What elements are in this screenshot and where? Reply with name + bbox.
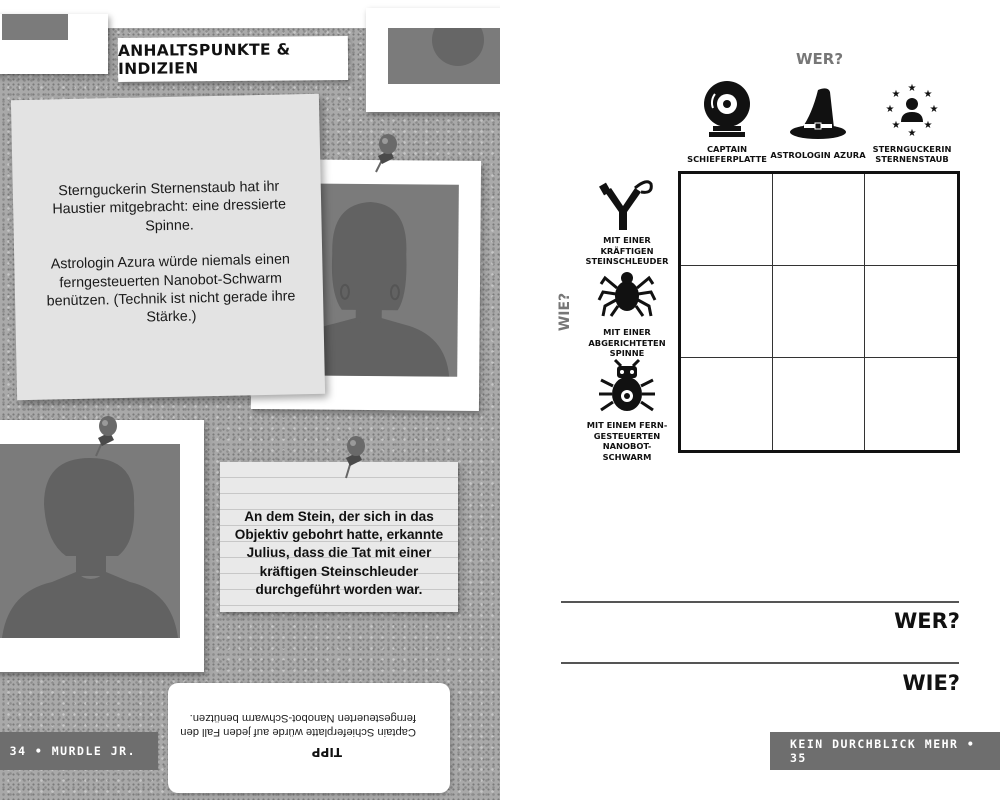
suspect-astrologin-label: ASTROLOGIN AZURA [770, 150, 866, 160]
pushpin-icon [84, 412, 124, 462]
clue-1-paragraph-2: Astrologin Azura würde niemals einen ferngesteuerten Nanobot-Schwarm benützen. (Technik ist nicht gerade ihre Stärke.) [46, 251, 296, 326]
suspect-sterngucker-label: STERNGUCKERIN STERNENSTAUB [872, 144, 952, 164]
svg-text:★: ★ [885, 104, 895, 115]
how-axis-label: WIE? [557, 292, 574, 332]
page-footer-right: KEIN DURCHBLICK MEHR • 35 [770, 732, 1000, 770]
suspect-captain-label: CAPTAIN SCHIEFERPLATTE [687, 144, 767, 164]
right-page [500, 0, 1000, 800]
svg-text:★: ★ [907, 83, 917, 94]
svg-text:★: ★ [907, 128, 917, 138]
photo-image [2, 14, 68, 40]
grid-cell[interactable] [865, 358, 957, 450]
answer-how-label: WIE? [902, 671, 960, 695]
silhouette-icon [388, 28, 500, 84]
grid-cell[interactable] [865, 174, 957, 266]
weapon-spider-label: MIT EINER ABGERICHTETEN SPINNE [588, 327, 666, 358]
grid-cell[interactable] [681, 174, 773, 266]
grid-cell[interactable] [681, 266, 773, 358]
page-footer-left: 34 • MURDLE JR. [0, 732, 158, 770]
photo-frame-top-right [366, 8, 500, 112]
page-title: ANHALTSPUNKTE & INDIZIEN [118, 36, 348, 82]
robot-bug-icon [595, 358, 659, 418]
grid-cell[interactable] [681, 358, 773, 450]
clue-note-2 [220, 462, 458, 612]
photo-image [0, 444, 180, 638]
answer-line-how[interactable] [561, 662, 959, 664]
grid-cell[interactable] [865, 266, 957, 358]
pushpin-icon [332, 432, 372, 482]
clue-1-paragraph-1: Sternguckerin Sternenstaub hat ihr Haustier mitgebracht: eine dressierte Spinne. [52, 178, 287, 235]
hint-title: TIPP [311, 745, 342, 759]
photo-frame-top-left [0, 14, 108, 74]
clue-note-1-text [35, 177, 306, 347]
answer-line-who[interactable] [561, 601, 959, 603]
pushpin-icon [364, 130, 404, 180]
hint-card [168, 683, 450, 793]
spider-icon [597, 262, 657, 322]
svg-text:★: ★ [923, 89, 933, 100]
hint-text: Captain Schieferplatte würde auf jeden Fall den ferngesteuerten Nanobot-Schwarm benützen. [180, 712, 416, 738]
grid-cell[interactable] [773, 174, 865, 266]
witch-hat-icon [788, 84, 848, 142]
disc-helmet-icon [701, 80, 753, 138]
grid-cell[interactable] [773, 266, 865, 358]
svg-text:★: ★ [923, 120, 933, 131]
answer-who-label: WER? [894, 609, 960, 633]
svg-text:★: ★ [891, 120, 901, 131]
man-silhouette-icon [0, 444, 180, 638]
clue-note-2-text: An dem Stein, der sich in das Objektiv gebohrt hatte, erkannte Julius, dass die Tat mit einer kräftigen Steinschleuder durchgeführt worden war. [234, 509, 444, 597]
who-axis-label: WER? [796, 50, 844, 68]
weapon-slingshot-label: MIT EINER KRÄFTIGEN STEINSCHLEUDER [585, 235, 669, 266]
svg-text:★: ★ [929, 104, 939, 115]
grid-cell[interactable] [773, 358, 865, 450]
photo-image [388, 28, 500, 84]
person-stars-icon [884, 82, 940, 138]
slingshot-icon [597, 178, 657, 232]
clue-note-1 [11, 94, 325, 400]
logic-grid [678, 171, 960, 453]
svg-text:★: ★ [891, 89, 901, 100]
weapon-nanobot-label: MIT EINEM FERNGESTEUERTEN NANOBOT-SCHWARM [586, 420, 668, 462]
